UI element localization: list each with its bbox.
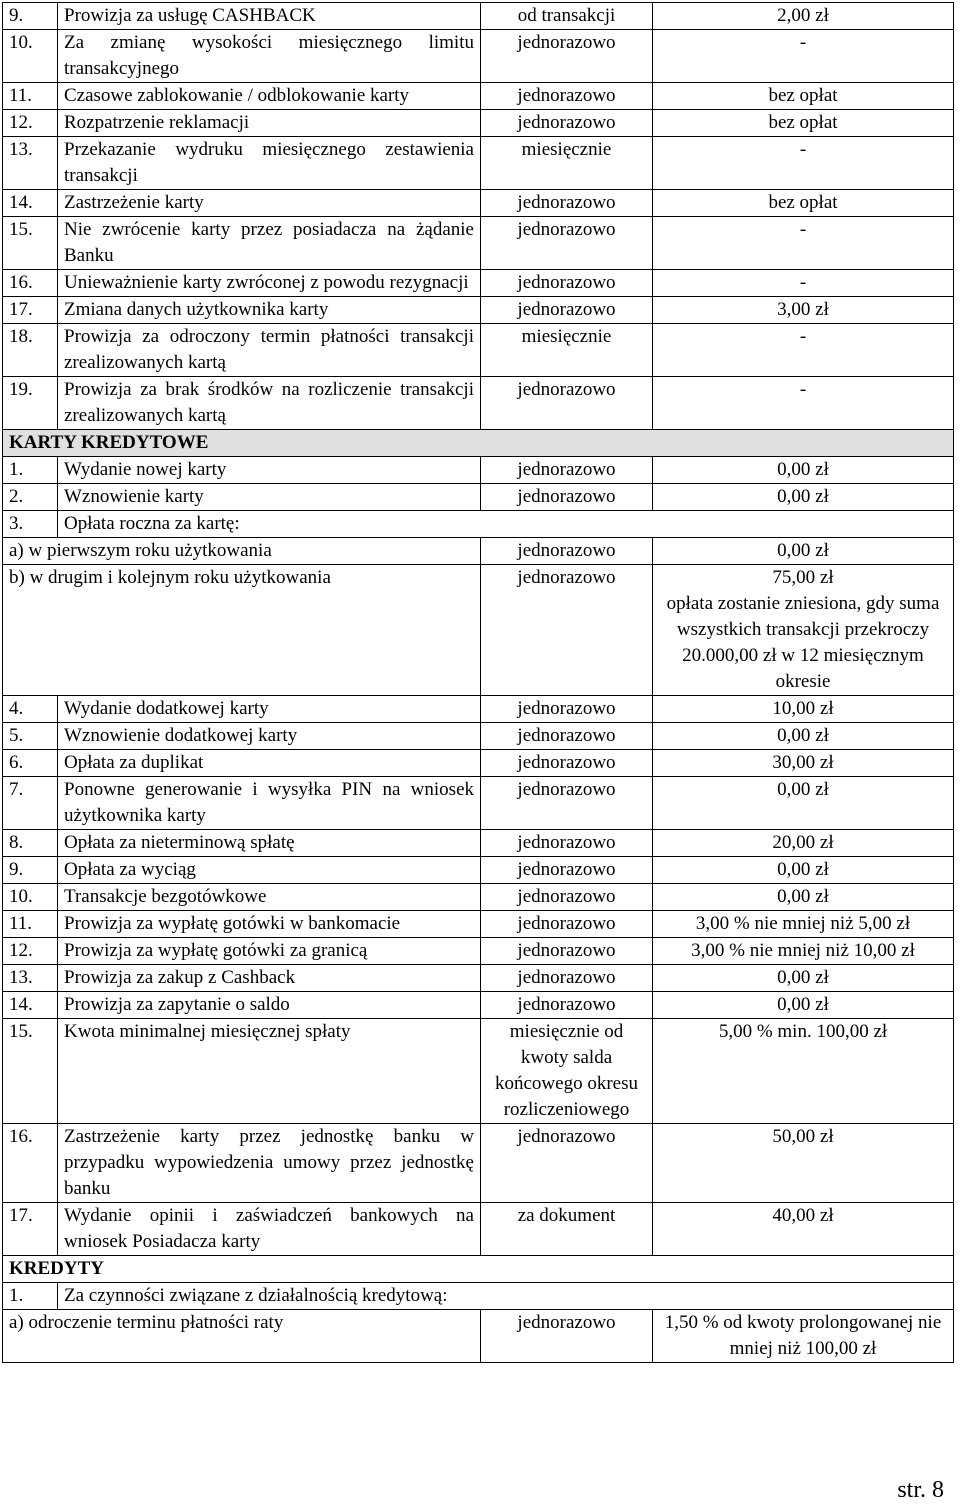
table-row <box>3 696 954 723</box>
card-fees-rows <box>3 3 954 430</box>
table-row <box>3 1124 954 1203</box>
row-frequency: jednorazowo <box>481 965 653 992</box>
row-number: 13. <box>3 137 58 190</box>
table-row <box>3 723 954 750</box>
row-fee: 0,00 zł <box>653 777 954 830</box>
table-row <box>3 777 954 830</box>
row-description: Prowizja za usługę CASHBACK <box>58 3 481 30</box>
row-number: 7. <box>3 777 58 830</box>
row-number: 11. <box>3 911 58 938</box>
table-row <box>3 511 954 538</box>
row-number: 4. <box>3 696 58 723</box>
row-description: Unieważnienie karty zwróconej z powodu rezygnacji <box>58 270 481 297</box>
table-row <box>3 457 954 484</box>
row-fee: 0,00 zł <box>653 538 954 565</box>
page-number: str. 8 <box>897 1477 944 1503</box>
row-fee: 50,00 zł <box>653 1124 954 1203</box>
row-frequency: jednorazowo <box>481 884 653 911</box>
row-number: 14. <box>3 190 58 217</box>
row-frequency: jednorazowo <box>481 484 653 511</box>
row-number: 3. <box>3 511 58 538</box>
row-frequency: miesięcznie <box>481 324 653 377</box>
row-description: Nie zwrócenie karty przez posiadacza na żądanie Banku <box>58 217 481 270</box>
row-description: Transakcje bezgotówkowe <box>58 884 481 911</box>
row-fee: 1,50 % od kwoty prolongowanej nie mniej niż 100,00 zł <box>653 1310 954 1363</box>
fee-amount: 75,00 zł <box>772 567 834 588</box>
row-fee: 3,00 zł <box>653 297 954 324</box>
row-number: 9. <box>3 857 58 884</box>
row-description: Ponowne generowanie i wysyłka PIN na wniosek użytkownika karty <box>58 777 481 830</box>
table-row <box>3 137 954 190</box>
table-row <box>3 1203 954 1256</box>
table-row <box>3 324 954 377</box>
row-number: 13. <box>3 965 58 992</box>
row-number: 19. <box>3 377 58 430</box>
row-fee: bez opłat <box>653 83 954 110</box>
row-description: Czasowe zablokowanie / odblokowanie karty <box>58 83 481 110</box>
row-fee: - <box>653 217 954 270</box>
fee-table <box>2 2 954 1363</box>
table-row <box>3 377 954 430</box>
row-number: 6. <box>3 750 58 777</box>
row-fee: - <box>653 377 954 430</box>
row-fee <box>653 565 954 696</box>
table-row <box>3 1283 954 1310</box>
row-fee: 2,00 zł <box>653 3 954 30</box>
row-frequency: od transakcji <box>481 3 653 30</box>
row-number: 15. <box>3 1019 58 1124</box>
row-frequency: za dokument <box>481 1203 653 1256</box>
row-frequency: jednorazowo <box>481 992 653 1019</box>
table-row <box>3 538 954 565</box>
row-fee: bez opłat <box>653 110 954 137</box>
row-frequency: jednorazowo <box>481 457 653 484</box>
row-description: Prowizja za brak środków na rozliczenie transakcji zrealizowanych kartą <box>58 377 481 430</box>
row-description: Wydanie dodatkowej karty <box>58 696 481 723</box>
table-row <box>3 30 954 83</box>
row-frequency: jednorazowo <box>481 538 653 565</box>
row-description: Wznowienie dodatkowej karty <box>58 723 481 750</box>
row-number: 1. <box>3 457 58 484</box>
row-description: a) odroczenie terminu płatności raty <box>3 1310 481 1363</box>
table-row <box>3 1019 954 1124</box>
row-description: Opłata za wyciąg <box>58 857 481 884</box>
row-description: Wydanie nowej karty <box>58 457 481 484</box>
row-fee: 0,00 zł <box>653 857 954 884</box>
table-row <box>3 938 954 965</box>
row-description: Zastrzeżenie karty przez jednostkę banku w przypadku wypowiedzenia umowy przez jednostkę banku <box>58 1124 481 1203</box>
table-row <box>3 190 954 217</box>
row-number: 9. <box>3 3 58 30</box>
row-description: Zmiana danych użytkownika karty <box>58 297 481 324</box>
row-description: Prowizja za zakup z Cashback <box>58 965 481 992</box>
row-fee: 3,00 % nie mniej niż 5,00 zł <box>653 911 954 938</box>
row-number: 5. <box>3 723 58 750</box>
row-frequency: jednorazowo <box>481 83 653 110</box>
section-title: KARTY KREDYTOWE <box>3 430 954 457</box>
row-frequency: jednorazowo <box>481 297 653 324</box>
table-row <box>3 297 954 324</box>
row-number: 11. <box>3 83 58 110</box>
row-frequency: jednorazowo <box>481 377 653 430</box>
table-row <box>3 884 954 911</box>
row-fee: 0,00 zł <box>653 723 954 750</box>
row-frequency: miesięcznie <box>481 137 653 190</box>
row-frequency: jednorazowo <box>481 565 653 696</box>
row-description: b) w drugim i kolejnym roku użytkowania <box>3 565 481 696</box>
row-description: Prowizja za odroczony termin płatności transakcji zrealizowanych kartą <box>58 324 481 377</box>
table-row <box>3 1310 954 1363</box>
table-row <box>3 217 954 270</box>
row-fee: 10,00 zł <box>653 696 954 723</box>
row-fee: 0,00 zł <box>653 965 954 992</box>
fee-note: opłata zostanie zniesiona, gdy suma wszystkich transakcji przekroczy 20.000,00 zł w 12 miesięcznym okresie <box>666 593 940 692</box>
table-row <box>3 911 954 938</box>
row-number: 16. <box>3 1124 58 1203</box>
row-frequency: jednorazowo <box>481 911 653 938</box>
row-number: 2. <box>3 484 58 511</box>
row-description: Kwota minimalnej miesięcznej spłaty <box>58 1019 481 1124</box>
table-row <box>3 992 954 1019</box>
row-fee: - <box>653 30 954 83</box>
row-number: 10. <box>3 30 58 83</box>
row-frequency: jednorazowo <box>481 190 653 217</box>
row-number: 12. <box>3 110 58 137</box>
row-fee: 30,00 zł <box>653 750 954 777</box>
row-description: Wydanie opinii i zaświadczeń bankowych na wniosek Posiadacza karty <box>58 1203 481 1256</box>
section-header-credit-cards <box>3 430 954 457</box>
row-number: 8. <box>3 830 58 857</box>
section-title: KREDYTY <box>3 1256 954 1283</box>
row-description: Przekazanie wydruku miesięcznego zestawienia transakcji <box>58 137 481 190</box>
row-frequency: jednorazowo <box>481 750 653 777</box>
row-description: a) w pierwszym roku użytkowania <box>3 538 481 565</box>
row-number: 12. <box>3 938 58 965</box>
section-header-loans <box>3 1256 954 1283</box>
table-row <box>3 857 954 884</box>
row-frequency: jednorazowo <box>481 723 653 750</box>
row-number: 17. <box>3 297 58 324</box>
row-description: Za zmianę wysokości miesięcznego limitu transakcyjnego <box>58 30 481 83</box>
row-fee: 0,00 zł <box>653 457 954 484</box>
row-number: 17. <box>3 1203 58 1256</box>
row-frequency: jednorazowo <box>481 1310 653 1363</box>
row-number: 1. <box>3 1283 58 1310</box>
row-frequency: jednorazowo <box>481 696 653 723</box>
row-number: 16. <box>3 270 58 297</box>
row-fee: 0,00 zł <box>653 992 954 1019</box>
row-frequency: jednorazowo <box>481 830 653 857</box>
row-description: Wznowienie karty <box>58 484 481 511</box>
row-frequency: jednorazowo <box>481 1124 653 1203</box>
row-description: Prowizja za zapytanie o saldo <box>58 992 481 1019</box>
table-row <box>3 830 954 857</box>
table-row <box>3 965 954 992</box>
row-fee: - <box>653 324 954 377</box>
table-row <box>3 3 954 30</box>
table-row <box>3 565 954 696</box>
row-fee: - <box>653 270 954 297</box>
table-row <box>3 270 954 297</box>
row-frequency: miesięcznie od kwoty salda końcowego okresu rozliczeniowego <box>481 1019 653 1124</box>
row-number: 18. <box>3 324 58 377</box>
row-frequency: jednorazowo <box>481 857 653 884</box>
row-fee: 40,00 zł <box>653 1203 954 1256</box>
row-frequency: jednorazowo <box>481 270 653 297</box>
row-fee: 0,00 zł <box>653 484 954 511</box>
row-fee: 5,00 % min. 100,00 zł <box>653 1019 954 1124</box>
row-fee: 20,00 zł <box>653 830 954 857</box>
row-number: 10. <box>3 884 58 911</box>
row-fee: - <box>653 137 954 190</box>
row-fee: bez opłat <box>653 190 954 217</box>
row-frequency: jednorazowo <box>481 110 653 137</box>
row-description: Za czynności związane z działalnością kredytową: <box>58 1283 954 1310</box>
row-frequency: jednorazowo <box>481 938 653 965</box>
credit-card-rows <box>3 696 954 1256</box>
table-row <box>3 750 954 777</box>
row-fee: 3,00 % nie mniej niż 10,00 zł <box>653 938 954 965</box>
table-row <box>3 484 954 511</box>
table-row <box>3 110 954 137</box>
row-frequency: jednorazowo <box>481 777 653 830</box>
row-description: Opłata za nieterminową spłatę <box>58 830 481 857</box>
row-number: 15. <box>3 217 58 270</box>
row-number: 14. <box>3 992 58 1019</box>
row-frequency: jednorazowo <box>481 217 653 270</box>
row-description: Zastrzeżenie karty <box>58 190 481 217</box>
row-description: Opłata za duplikat <box>58 750 481 777</box>
table-row <box>3 83 954 110</box>
row-description: Opłata roczna za kartę: <box>58 511 954 538</box>
row-fee: 0,00 zł <box>653 884 954 911</box>
row-description: Prowizja za wypłatę gotówki za granicą <box>58 938 481 965</box>
row-description: Prowizja za wypłatę gotówki w bankomacie <box>58 911 481 938</box>
row-description: Rozpatrzenie reklamacji <box>58 110 481 137</box>
row-frequency: jednorazowo <box>481 30 653 83</box>
